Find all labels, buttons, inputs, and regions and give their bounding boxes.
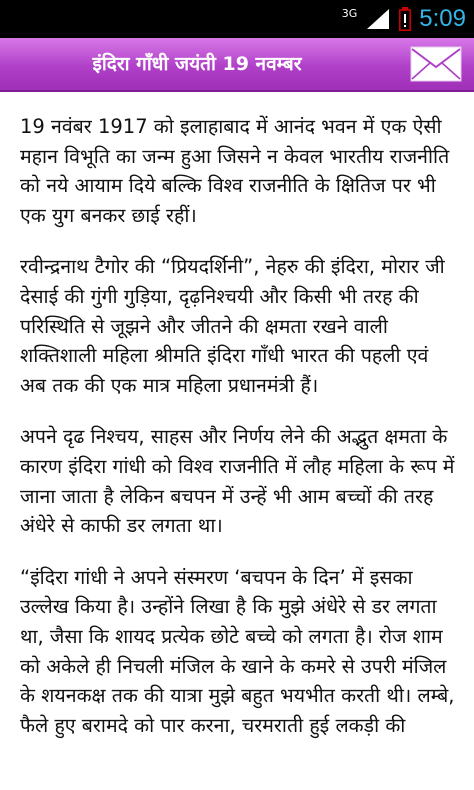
clock: 5:09 <box>419 5 466 32</box>
network-type-label: 3G <box>341 6 358 20</box>
signal-icon <box>365 7 391 31</box>
article-paragraph: “इंदिरा गांधी ने अपने संस्मरण ‘बचपन के दिन’ में इसका उल्लेख किया है। उन्होंने लिखा है कि मुझे अंधेरे से डर लगता था, जैसा कि शायद प्रत्येक छोटे बच्चे को लगता है। रोज शाम को अकेले ही निचली मंजिल के खाने के कमरे से उपरी मंजिल के शयनकक्ष तक की यात्रा मुझे बहुत भयभीत करती थी। लम्बे, फैले हुए बरामदे को पार करना, चरमराती हुई लकड़ी की <box>20 565 455 737</box>
article-paragraph: 19 नवंबर 1917 को इलाहाबाद में आनंद भवन में एक ऐसी महान विभूति का जन्म हुआ जिसने न केवल भारतीय राजनीति को नये आयाम दिये बल्कि विश्व राजनीति के क्षितिज पर भी एक युग बनकर छाई रहीं। <box>20 115 450 227</box>
mail-icon <box>410 46 462 82</box>
app-title-bar <box>0 38 474 92</box>
battery-icon <box>399 7 411 31</box>
status-bar <box>0 0 474 38</box>
article-paragraph: रवीन्द्रनाथ टैगोर की “प्रियदर्शिनी”, नेहरु की इंदिरा, मोरार जी देसाई की गुंगी गुड़िया, दृढ़निश्चयी और किसी भी तरह की परिस्थिति से जूझने और जीतने की क्षमता रखने वाली शक्तिशाली महिला श्रीमति इंदिरा गाँधी भारत की पहली एवं अब तक की एक मात्र महिला प्रधानमंत्री हैं। <box>20 255 445 397</box>
article-body <box>20 112 460 740</box>
mail-button[interactable] <box>410 46 462 82</box>
page-title: इंदिरा गाँधी जयंती 19 नवम्बर <box>92 53 302 75</box>
article-paragraph: अपने दृढ निश्चय, साहस और निर्णय लेने की अद्भुत क्षमता के कारण इंदिरा गांधी को विश्व राजनीति में लौह महिला के रूप में जाना जाता है लेकिन बचपन में उन्हें भी आम बच्चों की तरह अंधेरे से काफी डर लगता था। <box>20 425 455 538</box>
status-icons <box>342 0 466 38</box>
